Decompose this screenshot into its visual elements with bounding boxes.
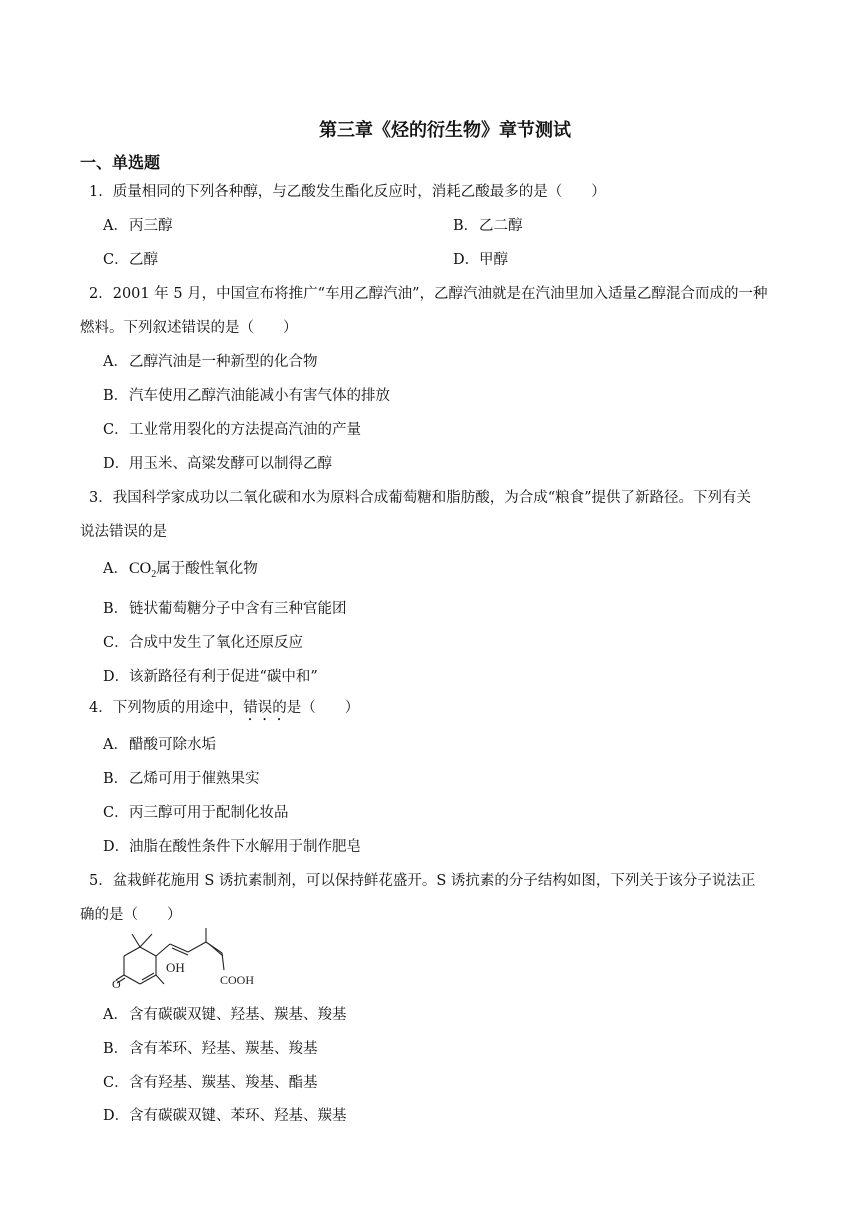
question-3-stem-line-1: 3．我国科学家成功以二氧化碳和水为原料合成葡萄糖和脂肪酸，为合成“粮食”提供了新路径。下列有关 [89, 490, 752, 506]
page-title: 第三章《烃的衍生物》章节测试 [319, 120, 571, 141]
s-abscisin-structure-diagram [112, 928, 272, 990]
question-1-option-c: C．乙醇 [103, 252, 158, 268]
hydroxyl-label: OH [166, 960, 185, 975]
question-3-stem-line-2: 说法错误的是 [80, 524, 167, 540]
emphasized-text: 错误的 [243, 700, 287, 716]
question-5-option-a: A．含有碳碳双键、羟基、羰基、羧基 [103, 1007, 347, 1023]
question-2-option-d: D．用玉米、高粱发酵可以制得乙醇 [103, 456, 332, 472]
question-3-option-d: D．该新路径有利于促进“碳中和” [103, 669, 318, 685]
question-3-option-a: A．$CO_2$属于酸性氧化物 [103, 560, 258, 581]
carbonyl-o-label: O [112, 977, 121, 990]
question-5-stem-line-2: 确的是（ ） [80, 907, 182, 923]
question-1-stem: 1．质量相同的下列各种醇，与乙酸发生酯化反应时，消耗乙酸最多的是（ ） [89, 184, 606, 200]
question-2-option-a: A．乙醇汽油是一种新型的化合物 [103, 354, 318, 370]
question-2-option-b: B．汽车使用乙醇汽油能减小有害气体的排放 [103, 388, 390, 404]
question-5-option-b: B．含有苯环、羟基、羰基、羧基 [103, 1041, 318, 1057]
question-3-option-c: C．合成中发生了氧化还原反应 [103, 635, 303, 651]
question-5-stem-line-1: 5．盆栽鲜花施用 S 诱抗素制剂，可以保持鲜花盛开。S 诱抗素的分子结构如图，下列关于该分子说法正 [89, 873, 756, 889]
question-1-option-d: D．甲醇 [453, 252, 508, 268]
question-5-option-c: C．含有羟基、羰基、羧基、酯基 [103, 1075, 318, 1091]
question-2-stem-line-2: 燃料。下列叙述错误的是（ ） [80, 320, 298, 336]
question-5-option-d: D．含有碳碳双键、苯环、羟基、羰基 [103, 1108, 347, 1124]
question-4-stem: 4．下列物质的用途中，错误的是（ ） [89, 700, 360, 716]
question-2-option-c: C．工业常用裂化的方法提高汽油的产量 [103, 422, 361, 438]
question-1-option-a: A．丙三醇 [103, 218, 173, 234]
question-4-option-c: C．丙三醇可用于配制化妆品 [103, 805, 289, 821]
carboxyl-label: COOH [220, 973, 255, 987]
co2-formula: $CO_2$ [129, 560, 157, 581]
question-4-option-a: A．醋酸可除水垢 [103, 737, 216, 753]
question-3-option-b: B．链状葡萄糖分子中含有三种官能团 [103, 601, 347, 617]
question-4-option-b: B．乙烯可用于催熟果实 [103, 771, 260, 787]
question-1-option-b: B．乙二醇 [453, 218, 523, 234]
section-heading: 一、单选题 [80, 153, 161, 172]
question-2-stem-line-1: 2．2001 年 5 月，中国宣布将推广“车用乙醇汽油”，乙醇汽油就是在汽油里加入适量乙醇混合而成的一种 [89, 286, 768, 302]
question-4-option-d: D．油脂在酸性条件下水解用于制作肥皂 [103, 839, 361, 855]
